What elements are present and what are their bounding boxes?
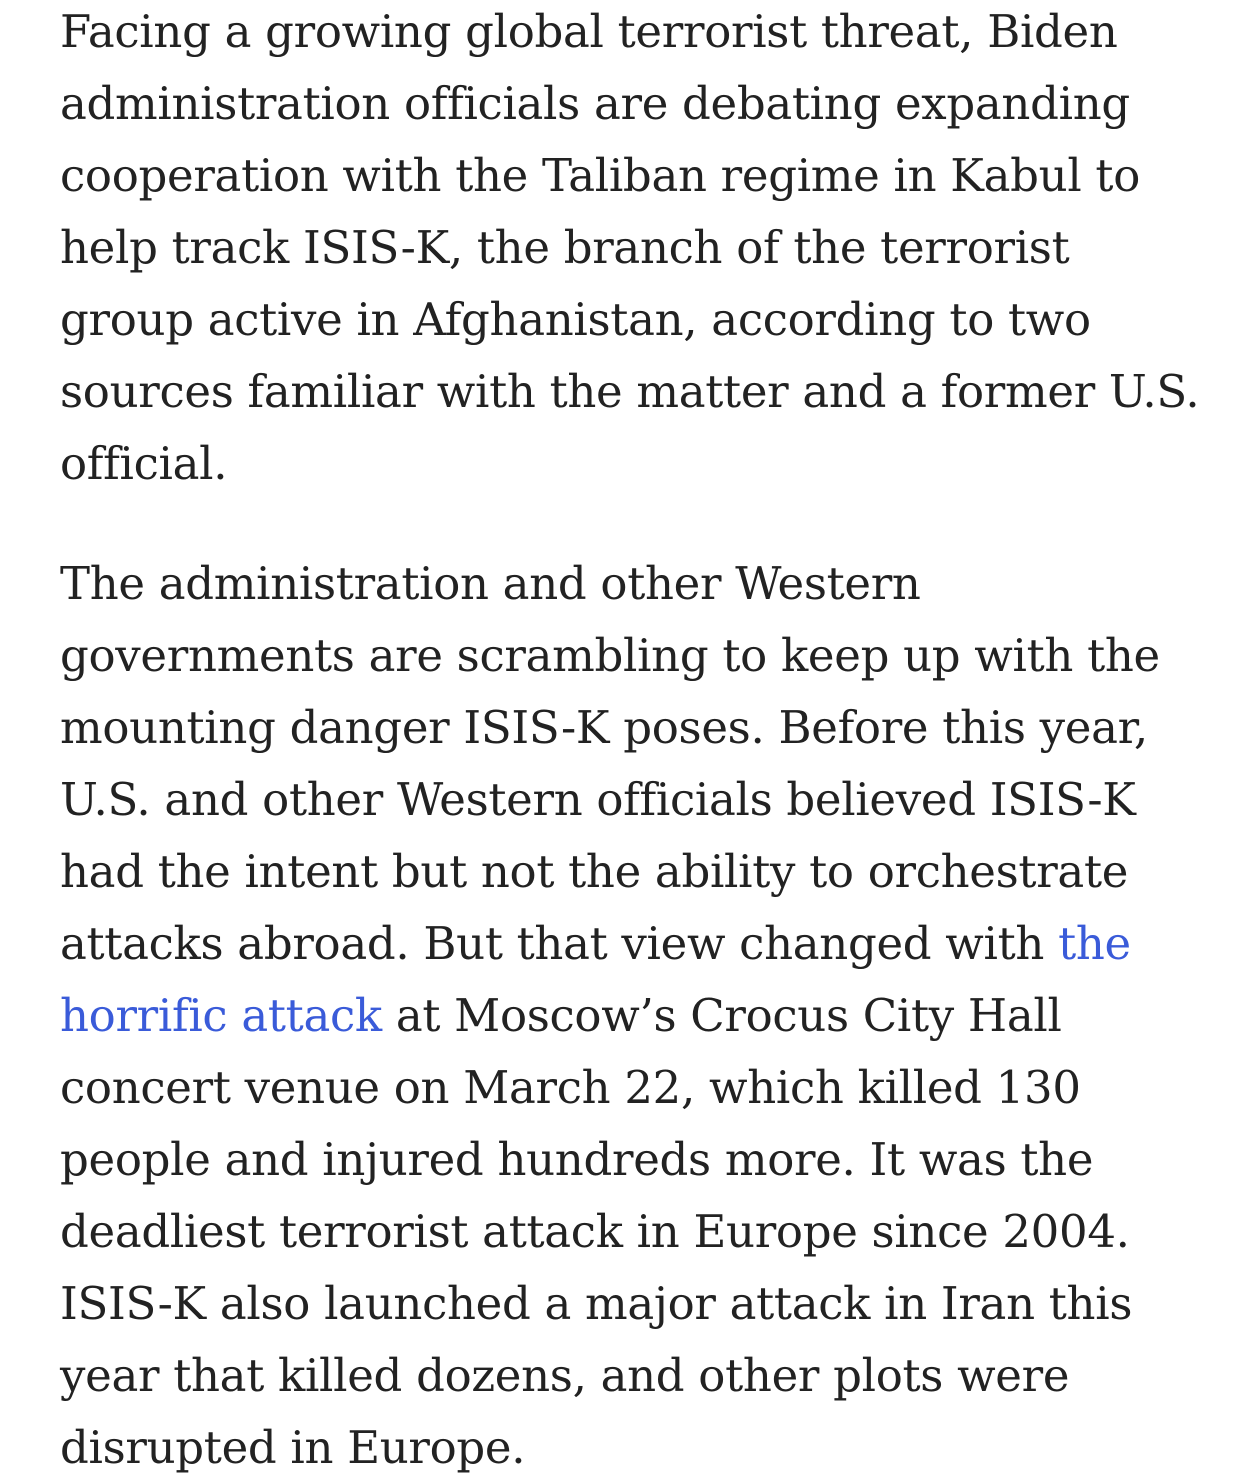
article-paragraph — [60, 548, 1200, 1484]
article-paragraph: Facing a growing global terrorist threat, Biden administration officials are debating expanding cooperation with the Taliban regime in Kabul to help track ISIS-K, the branch of the terrorist group active in Afghanistan, according to two sources familiar with the matter and a former U.S. official. — [60, 5, 1200, 490]
paragraph-text-before-link: The administration and other Western governments are scrambling to keep up with the mounting danger ISIS-K poses. Before this year, U.S. and other Western officials believed ISIS-K had the intent but not the ability to orchestrate attacks abroad. But that view changed with — [60, 557, 1160, 970]
paragraph-text-after-link: at Moscow’s Crocus City Hall concert venue on March 22, which killed 130 people and injured hundreds more. It was the deadliest terrorist attack in Europe since 2004. ISIS-K also launched a major attack in Iran this year that killed dozens, and other plots were disrupted in Europe. — [60, 989, 1133, 1474]
article-body — [60, 0, 1200, 1484]
crocus-attack-link[interactable]: the horrific attack — [60, 917, 1131, 1042]
